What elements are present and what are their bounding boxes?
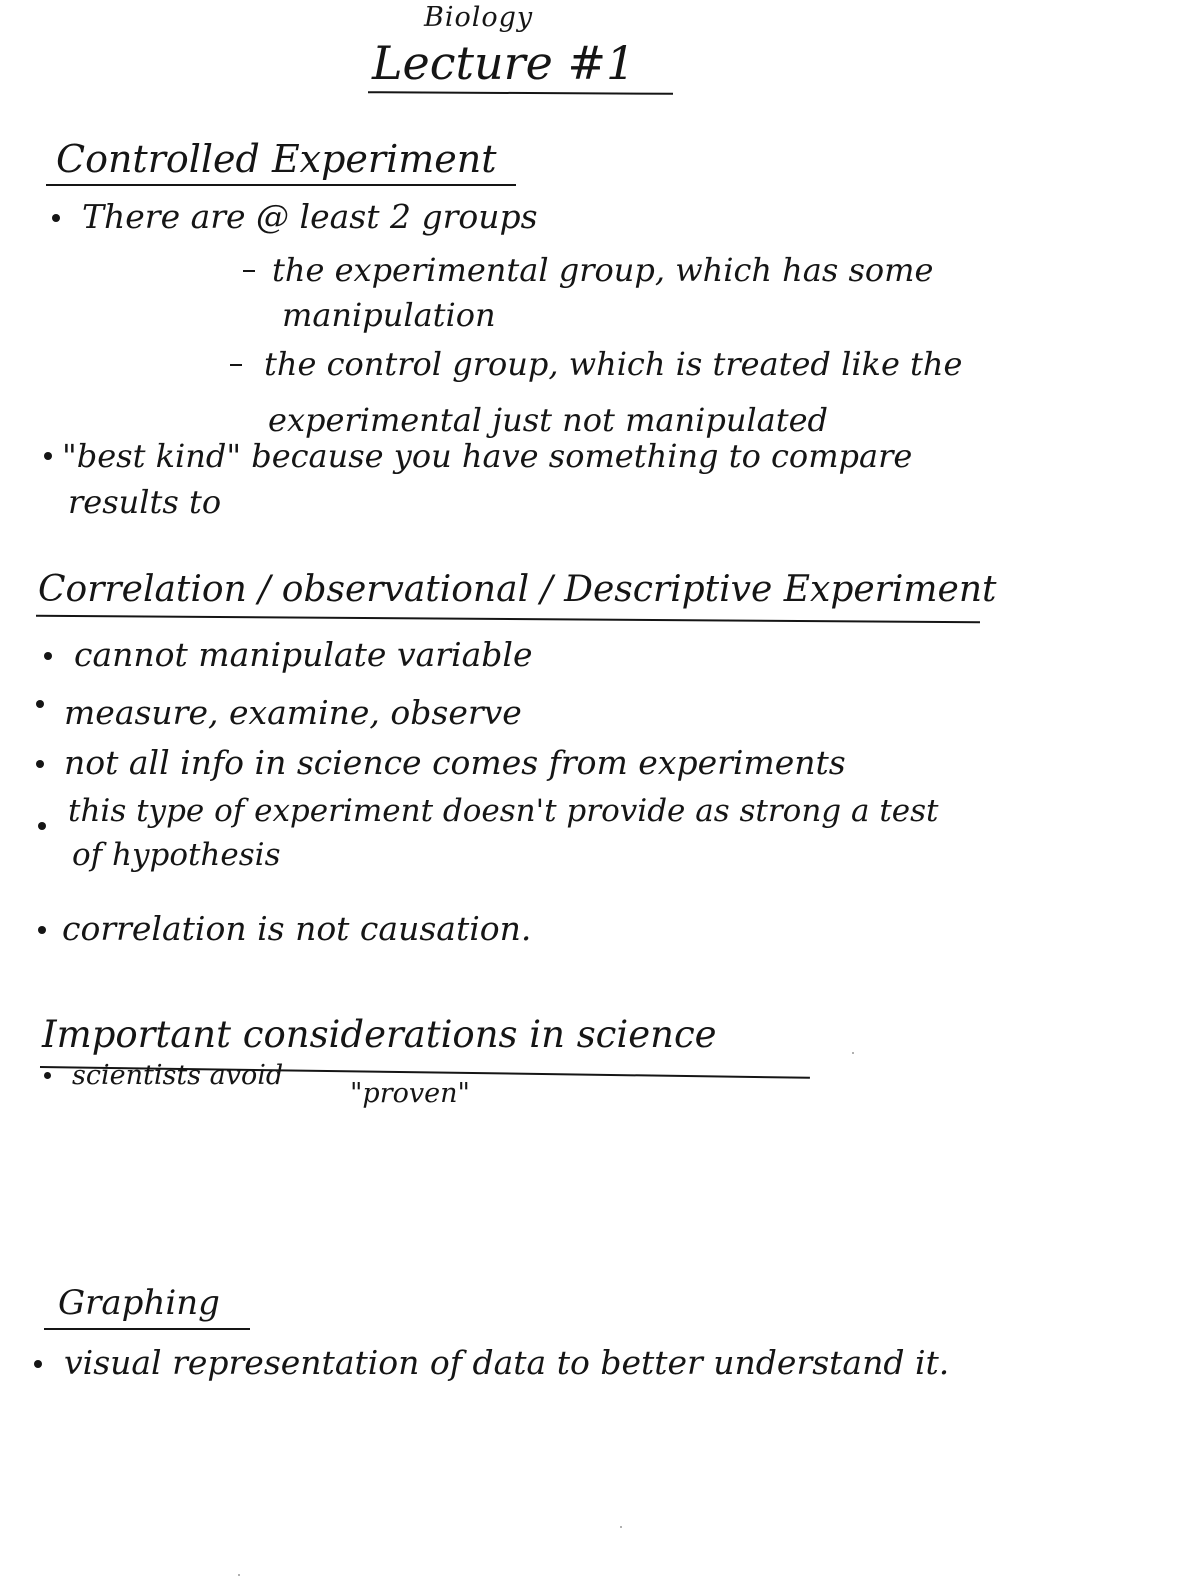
controlled-sub-control-cont: experimental just not manipulated	[268, 401, 829, 439]
correlation-point-causation: correlation is not causation.	[62, 909, 532, 948]
controlled-point-best-kind-cont: results to	[68, 483, 222, 521]
paper-speck	[238, 1574, 240, 1576]
graphing-point-visual: visual representation of data to better understand it.	[64, 1343, 950, 1382]
bullet-dot	[44, 452, 52, 460]
controlled-sub-experimental: the experimental group, which has some	[272, 251, 934, 289]
considerations-point-avoid: scientists avoid	[72, 1060, 284, 1091]
correlation-point-weaker-test: this type of experiment doesn't provide as strong a test	[68, 793, 939, 829]
bullet-dot	[36, 760, 44, 768]
controlled-point-best-kind: "best kind" because you have something to compare	[62, 437, 913, 475]
bullet-dot	[38, 926, 46, 934]
paper-speck	[852, 1052, 854, 1054]
title-underline	[368, 91, 673, 95]
correlation-point-measure: measure, examine, observe	[64, 693, 522, 732]
section-underline-controlled	[46, 184, 516, 186]
controlled-sub-control: the control group, which is treated like the	[264, 345, 963, 383]
subject-label: Biology	[424, 2, 534, 33]
correlation-point-not-all-info: not all info in science comes from experiments	[64, 743, 846, 782]
bullet-dot	[38, 822, 46, 830]
correlation-point-manipulate: cannot manipulate variable	[74, 635, 533, 674]
bullet-dot	[52, 214, 60, 222]
section-heading-graphing: Graphing	[58, 1283, 220, 1323]
section-underline-graphing	[44, 1328, 250, 1330]
controlled-point-groups: There are @ least 2 groups	[82, 197, 538, 236]
section-heading-correlation: Correlation / observational / Descriptive Experiment	[38, 569, 997, 610]
controlled-sub-experimental-cont: manipulation	[282, 296, 496, 334]
considerations-point-proven: "proven"	[350, 1078, 470, 1109]
bullet-dot	[34, 1360, 42, 1368]
section-heading-considerations: Important considerations in science	[42, 1013, 717, 1056]
section-underline-correlation	[36, 615, 980, 624]
paper-speck	[620, 1526, 622, 1528]
dash-marker	[243, 270, 255, 272]
bullet-dot	[44, 652, 52, 660]
section-heading-controlled: Controlled Experiment	[56, 137, 497, 181]
bullet-dot	[36, 700, 44, 708]
page-title: Lecture #1	[372, 36, 636, 90]
dash-marker	[230, 364, 242, 366]
bullet-dot	[44, 1072, 51, 1079]
correlation-point-weaker-test-cont: of hypothesis	[72, 837, 281, 873]
